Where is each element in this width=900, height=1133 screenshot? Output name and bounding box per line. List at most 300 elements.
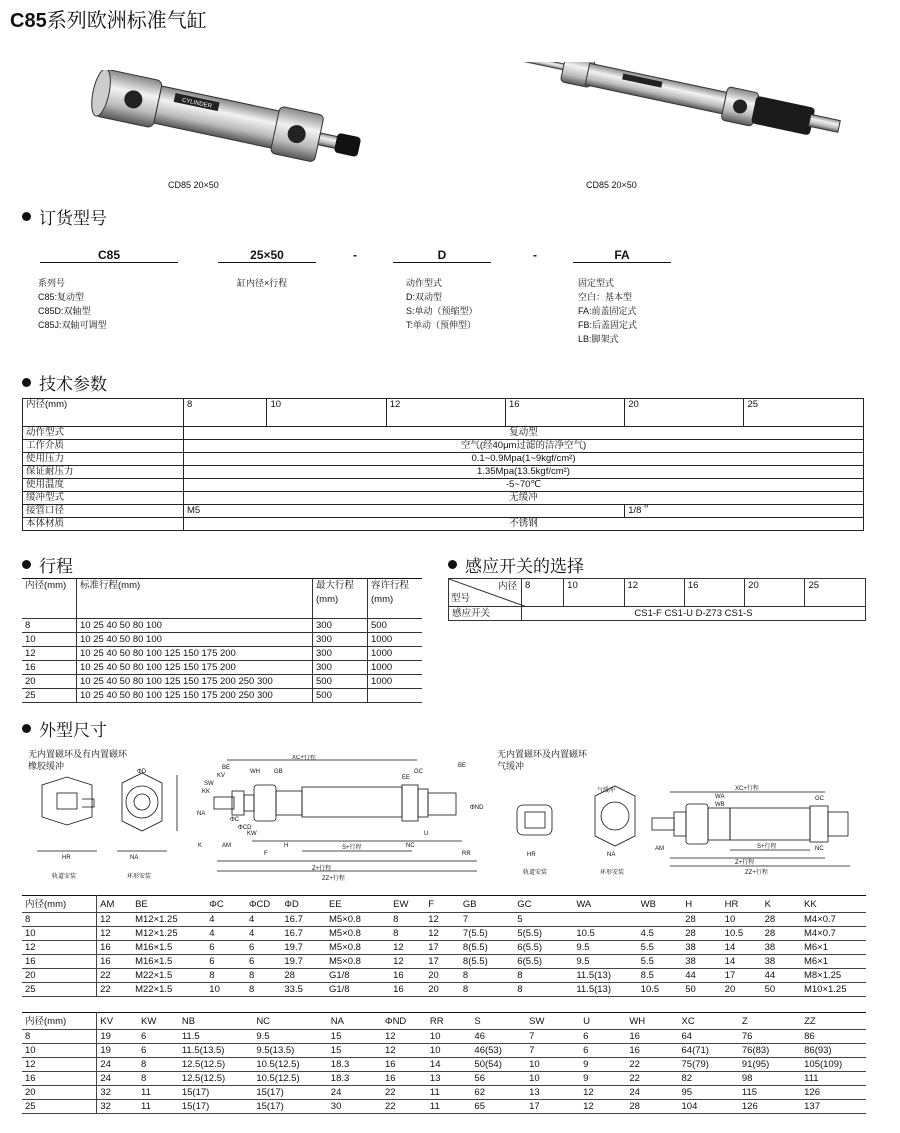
svg-text:K: K <box>198 843 203 849</box>
table-cell: 86 <box>801 1030 866 1044</box>
table-cell: 8 <box>138 1072 179 1086</box>
svg-text:WA: WA <box>715 794 725 800</box>
column-header: AM <box>97 896 132 913</box>
table-cell: 28 <box>682 913 721 927</box>
page-title: C85系列欧洲标准气缸 <box>10 8 207 32</box>
svg-text:GB: GB <box>274 769 283 775</box>
column-header: ΦC <box>206 896 246 913</box>
table-row: 25 10 25 40 50 80 100 125 150 175 200 250 300 500 <box>22 689 422 703</box>
table-cell: 8 <box>460 969 514 983</box>
dimension-drawing-right <box>505 770 870 882</box>
table-cell: 6 <box>206 941 246 955</box>
table-cell: 12 <box>390 941 425 955</box>
table-cell: 105(109) <box>801 1058 866 1072</box>
table-cell: M6×1 <box>801 941 866 955</box>
order-heading: 订货型号 <box>22 204 107 229</box>
table-cell: 8 <box>390 913 425 927</box>
table-cell: 137 <box>801 1100 866 1114</box>
table-cell: 126 <box>739 1100 801 1114</box>
table-cell: 8 <box>390 927 425 941</box>
table-cell: 15(17) <box>253 1100 327 1114</box>
table-cell: 38 <box>682 941 721 955</box>
table-cell: 115 <box>739 1086 801 1100</box>
table-cell: 10 <box>22 927 97 941</box>
bore-desc: 缸内径×行程 <box>237 278 288 288</box>
table-cell: 8 <box>246 983 281 997</box>
table-cell: 4.5 <box>638 927 683 941</box>
table-cell: 95 <box>679 1086 739 1100</box>
table-cell: 12 <box>97 927 132 941</box>
table-cell: 8 <box>22 913 97 927</box>
table-cell: 16 <box>390 969 425 983</box>
table-cell: 18.3 <box>328 1072 382 1086</box>
svg-text:S+行程: S+行程 <box>757 844 777 850</box>
table-cell: 28 <box>762 927 801 941</box>
table-cell: 64 <box>679 1030 739 1044</box>
table-cell: 16 <box>22 1072 97 1086</box>
table-cell: 15 <box>328 1030 382 1044</box>
table-cell: 4 <box>206 913 246 927</box>
column-header: ΦD <box>281 896 326 913</box>
table-row <box>22 1030 866 1044</box>
table-cell: 13 <box>427 1072 472 1086</box>
table-cell: M5×0.8 <box>326 913 390 927</box>
table-header-row <box>22 1013 866 1030</box>
svg-text:气缓冲: 气缓冲 <box>597 788 616 794</box>
svg-text:KK: KK <box>202 789 211 795</box>
code-dash-2: - <box>533 248 537 262</box>
column-header: GB <box>460 896 514 913</box>
table-cell: 44 <box>762 969 801 983</box>
svg-text:AM: AM <box>222 843 231 849</box>
table-cell: 16 <box>22 955 97 969</box>
table-cell: 20 <box>22 969 97 983</box>
table-cell: 17 <box>722 969 762 983</box>
table-row <box>22 955 866 969</box>
table-cell: 5(5.5) <box>514 927 573 941</box>
table-cell: 7(5.5) <box>460 927 514 941</box>
table-cell: 25 <box>22 983 97 997</box>
svg-text:WH: WH <box>250 769 260 775</box>
table-cell: 9 <box>580 1058 626 1072</box>
table-cell: 7 <box>526 1044 580 1058</box>
svg-text:KV: KV <box>217 773 226 779</box>
table-cell: 4 <box>206 927 246 941</box>
svg-text:ZZ+行程: ZZ+行程 <box>745 870 768 876</box>
table-cell: 12 <box>22 1058 97 1072</box>
table-cell: 12.5(12.5) <box>179 1058 253 1072</box>
svg-text:BE: BE <box>458 763 467 769</box>
table-cell: 12 <box>382 1030 427 1044</box>
table-cell: 19 <box>97 1044 138 1058</box>
table-cell: 16.7 <box>281 913 326 927</box>
table-cell: 50(54) <box>471 1058 526 1072</box>
table-cell: 10.5(12.5) <box>253 1072 327 1086</box>
table-cell: 24 <box>97 1072 138 1086</box>
table-cell: 8 <box>206 969 246 983</box>
table-cell: 8(5.5) <box>460 955 514 969</box>
svg-text:HR: HR <box>527 852 536 858</box>
table-cell: 8 <box>138 1058 179 1072</box>
table-cell: 8 <box>514 969 573 983</box>
svg-text:WB: WB <box>715 802 725 808</box>
table-cell: M5×0.8 <box>326 927 390 941</box>
table-cell: 76(83) <box>739 1044 801 1058</box>
column-header: KV <box>97 1013 138 1030</box>
table-cell: 16 <box>97 955 132 969</box>
table-cell: 10 <box>206 983 246 997</box>
svg-text:NA: NA <box>130 855 139 861</box>
table-cell: 13 <box>526 1086 580 1100</box>
table-cell: 8 <box>460 983 514 997</box>
table-cell: 15 <box>328 1044 382 1058</box>
table-cell: M16×1.5 <box>132 941 206 955</box>
svg-text:S+行程: S+行程 <box>342 845 362 851</box>
table-cell: 8 <box>246 969 281 983</box>
table-cell: 17 <box>425 955 460 969</box>
column-header: EW <box>390 896 425 913</box>
svg-text:U: U <box>424 831 429 837</box>
column-header: H <box>682 896 721 913</box>
table-row <box>22 969 866 983</box>
table-cell: 22 <box>97 969 132 983</box>
table-cell: 86(93) <box>801 1044 866 1058</box>
dimension-table-1 <box>22 895 866 997</box>
table-row <box>22 1086 866 1100</box>
table-cell: 15(17) <box>179 1086 253 1100</box>
table-cell: 56 <box>471 1072 526 1086</box>
table-cell: 12 <box>97 913 132 927</box>
dimension-drawing-left <box>22 755 497 885</box>
table-cell: 46 <box>471 1030 526 1044</box>
column-header: ΦND <box>382 1013 427 1030</box>
table-cell: M5×0.8 <box>326 955 390 969</box>
table-cell: 16 <box>382 1058 427 1072</box>
table-cell: 22 <box>626 1058 678 1072</box>
table-cell: 6(5.5) <box>514 955 573 969</box>
table-cell: 15(17) <box>253 1086 327 1100</box>
sensor-diag-cell: 内径 型号 <box>449 579 522 607</box>
table-row <box>22 1058 866 1072</box>
svg-text:GC: GC <box>815 796 824 802</box>
table-cell: 91(95) <box>739 1058 801 1072</box>
table-cell: 76 <box>739 1030 801 1044</box>
table-cell: 16 <box>390 983 425 997</box>
table-cell: 11.5(13) <box>573 969 637 983</box>
table-cell: 8(5.5) <box>460 941 514 955</box>
svg-text:GC: GC <box>414 769 423 775</box>
table-cell: 14 <box>722 941 762 955</box>
table-cell: 126 <box>801 1086 866 1100</box>
table-header-row <box>22 896 866 913</box>
stroke-table: 内径(mm) 标准行程(mm) 最大行程 (mm) 容许行程 (mm) 8 10 25 40 50 80 100 300 500 10 10 25 40 50 80 100 300 1000 12 10 25 40 50 80 100 125 150 175 200 300 1000 16 10 25 40 50 80 100 125 150 175 200 300 1000 20 10 25 40 50 80 100 125 150 175 200 250 300 500 1000 25 10 25 40 50 80 100 125 150 175 200 250 300 500 <box>22 578 422 703</box>
svg-text:ΦC: ΦC <box>230 817 240 823</box>
column-header: WA <box>573 896 637 913</box>
table-cell: 82 <box>679 1072 739 1086</box>
table-cell: 28 <box>762 913 801 927</box>
table-cell: 9.5 <box>253 1030 327 1044</box>
table-cell: 6 <box>206 955 246 969</box>
svg-text:XC+行程: XC+行程 <box>735 786 759 792</box>
table-cell: 11.5 <box>179 1030 253 1044</box>
table-row <box>22 983 866 997</box>
bullet-icon <box>22 560 31 569</box>
table-cell: 50 <box>762 983 801 997</box>
dims-heading: 外型尺寸 <box>22 716 107 741</box>
table-cell: 65 <box>471 1100 526 1114</box>
column-header: S <box>471 1013 526 1030</box>
table-cell: 19.7 <box>281 941 326 955</box>
svg-text:环形安装: 环形安装 <box>600 870 625 876</box>
code-mount: FA <box>573 248 671 263</box>
table-cell: 18.3 <box>328 1058 382 1072</box>
column-header: GC <box>514 896 573 913</box>
table-cell: 28 <box>626 1100 678 1114</box>
table-cell: 10 <box>427 1044 472 1058</box>
svg-text:HR: HR <box>62 855 71 861</box>
dimension-table-2 <box>22 1012 866 1114</box>
column-header: NB <box>179 1013 253 1030</box>
table-cell: 16.7 <box>281 927 326 941</box>
table-cell: 22 <box>382 1100 427 1114</box>
table-cell: 11 <box>427 1100 472 1114</box>
table-cell: 8 <box>514 983 573 997</box>
series-list: 系列号 C85:复动型 C85D:双轴型 C85J:双轴可调型 <box>38 278 107 330</box>
left-drawing-caption: 无内置磁环及有内置磁环 橡胶缓冲 <box>28 749 128 771</box>
table-cell: 10 <box>526 1072 580 1086</box>
table-cell: 16 <box>382 1072 427 1086</box>
svg-text:XC+行程: XC+行程 <box>292 755 316 761</box>
table-cell: 15(17) <box>179 1100 253 1114</box>
svg-text:F: F <box>264 851 268 857</box>
table-row: 8 10 25 40 50 80 100 300 500 <box>22 619 422 633</box>
column-header: ZZ <box>801 1013 866 1030</box>
table-cell: M16×1.5 <box>132 955 206 969</box>
table-cell: 11 <box>138 1086 179 1100</box>
table-cell: 4 <box>246 927 281 941</box>
table-cell: 12 <box>580 1100 626 1114</box>
table-cell: 38 <box>762 955 801 969</box>
svg-text:ZZ+行程: ZZ+行程 <box>322 876 345 882</box>
table-cell: 12 <box>580 1086 626 1100</box>
table-cell: 11 <box>427 1086 472 1100</box>
table-cell: 10 <box>722 913 762 927</box>
bullet-icon <box>22 724 31 733</box>
svg-text:H: H <box>284 843 289 849</box>
table-cell: G1/8 <box>326 969 390 983</box>
table-cell: 20 <box>425 983 460 997</box>
code-series: C85 <box>40 248 178 263</box>
tech-heading: 技术参数 <box>22 370 107 395</box>
table-cell: 12 <box>382 1044 427 1058</box>
table-cell: 20 <box>425 969 460 983</box>
column-header: KW <box>138 1013 179 1030</box>
table-cell: M5×0.8 <box>326 941 390 955</box>
table-cell: 64(71) <box>679 1044 739 1058</box>
table-cell: 24 <box>97 1058 138 1072</box>
table-row <box>22 1044 866 1058</box>
table-cell: M4×0.7 <box>801 927 866 941</box>
table-cell: 25 <box>22 1100 97 1114</box>
table-cell: M22×1.5 <box>132 969 206 983</box>
table-row: 10 10 25 40 50 80 100 300 1000 <box>22 633 422 647</box>
photo-2-caption: CD85 20×50 <box>586 180 637 190</box>
table-cell: 24 <box>626 1086 678 1100</box>
svg-text:KW: KW <box>247 831 257 837</box>
table-cell: M4×0.7 <box>801 913 866 927</box>
table-cell: 6 <box>580 1044 626 1058</box>
table-cell: 6 <box>580 1030 626 1044</box>
column-header: KK <box>801 896 866 913</box>
stroke-heading: 行程 <box>22 552 73 577</box>
table-cell: 30 <box>328 1100 382 1114</box>
table-cell: 16 <box>626 1044 678 1058</box>
table-cell: 16 <box>626 1030 678 1044</box>
table-cell: 33.5 <box>281 983 326 997</box>
svg-text:轨道安装: 轨道安装 <box>52 874 77 880</box>
column-header: WH <box>626 1013 678 1030</box>
table-cell <box>638 913 683 927</box>
table-cell: 9.5(13.5) <box>253 1044 327 1058</box>
table-cell: 8 <box>22 1030 97 1044</box>
table-cell: 20 <box>22 1086 97 1100</box>
column-header: XC <box>679 1013 739 1030</box>
svg-text:NC: NC <box>815 846 824 852</box>
code-action: D <box>393 248 491 263</box>
svg-text:Z+行程: Z+行程 <box>735 860 755 866</box>
table-row: 12 10 25 40 50 80 100 125 150 175 200 300 1000 <box>22 647 422 661</box>
code-bore: 25×50 <box>218 248 316 263</box>
table-cell: 22 <box>97 983 132 997</box>
table-row <box>22 941 866 955</box>
table-cell: 98 <box>739 1072 801 1086</box>
table-cell: 22 <box>382 1086 427 1100</box>
table-row <box>22 927 866 941</box>
column-header: Z <box>739 1013 801 1030</box>
table-cell: 10 <box>526 1058 580 1072</box>
sensor-table: 内径 型号 8 10 12 16 20 25 感应开关 CS1-F CS1-U D-Z73 CS1-S <box>448 578 866 621</box>
table-cell: 28 <box>682 927 721 941</box>
svg-text:NA: NA <box>197 811 206 817</box>
table-cell: 32 <box>97 1100 138 1114</box>
table-cell: 12 <box>425 913 460 927</box>
table-cell: 10.5(12.5) <box>253 1058 327 1072</box>
table-cell: M8×1.25 <box>801 969 866 983</box>
table-cell: 16 <box>97 941 132 955</box>
table-cell: 111 <box>801 1072 866 1086</box>
svg-text:BE: BE <box>222 765 231 771</box>
table-cell: 5.5 <box>638 955 683 969</box>
right-drawing-caption: 无内置磁环及内置磁环 气缓冲 <box>497 749 588 771</box>
table-cell: 9.5 <box>573 955 637 969</box>
table-cell: 10.5 <box>722 927 762 941</box>
column-header: WB <box>638 896 683 913</box>
code-dash-1: - <box>353 248 357 262</box>
table-cell: 6 <box>246 941 281 955</box>
table-cell: 17 <box>425 941 460 955</box>
table-cell: 12 <box>22 941 97 955</box>
table-cell: M12×1.25 <box>132 913 206 927</box>
table-row <box>22 1100 866 1114</box>
column-header: NA <box>328 1013 382 1030</box>
table-cell: 38 <box>682 955 721 969</box>
column-header: 内径(mm) <box>22 896 97 913</box>
column-header: NC <box>253 1013 327 1030</box>
table-cell <box>573 913 637 927</box>
table-row: 20 10 25 40 50 80 100 125 150 175 200 250 300 500 1000 <box>22 675 422 689</box>
table-cell: G1/8 <box>326 983 390 997</box>
table-cell: M6×1 <box>801 955 866 969</box>
cylinder-photo-1 <box>75 70 385 180</box>
table-cell: 104 <box>679 1100 739 1114</box>
table-cell: 12 <box>425 927 460 941</box>
table-row <box>22 1072 866 1086</box>
svg-text:AM: AM <box>655 846 664 852</box>
table-cell: 7 <box>460 913 514 927</box>
table-cell: 75(79) <box>679 1058 739 1072</box>
table-cell: 22 <box>626 1072 678 1086</box>
table-cell: 14 <box>722 955 762 969</box>
bullet-icon <box>22 212 31 221</box>
svg-text:NA: NA <box>607 852 616 858</box>
table-cell: 11.5(13.5) <box>179 1044 253 1058</box>
column-header: K <box>762 896 801 913</box>
table-cell: 10.5 <box>638 983 683 997</box>
table-cell: 20 <box>722 983 762 997</box>
table-cell: 17 <box>526 1100 580 1114</box>
svg-text:NC: NC <box>406 843 415 849</box>
table-cell: 12.5(12.5) <box>179 1072 253 1086</box>
table-cell: 28 <box>281 969 326 983</box>
table-cell: 8.5 <box>638 969 683 983</box>
table-cell: 10.5 <box>573 927 637 941</box>
table-cell: 44 <box>682 969 721 983</box>
svg-text:环形安装: 环形安装 <box>127 874 152 880</box>
cylinder-photo-2 <box>455 62 855 172</box>
table-cell: 6(5.5) <box>514 941 573 955</box>
svg-text:轨道安装: 轨道安装 <box>523 870 548 876</box>
table-cell: 5.5 <box>638 941 683 955</box>
table-cell: 7 <box>526 1030 580 1044</box>
svg-text:ΦND: ΦND <box>470 805 484 811</box>
tech-table: 内径(mm) 8 10 12 16 20 25 动作型式 复动型 工作介质 空气(经40μm过滤的洁净空气) 使用压力 0.1~0.9Mpa(1~9kgf/cm²) 保证耐压力 1.35Mpa(13.5kgf/cm²) 使用温度 -5~70℃ 缓冲型式 无缓冲 接管口径 M5 1/8＂ 本体材质 不锈钢 <box>22 398 864 531</box>
table-cell: M22×1.5 <box>132 983 206 997</box>
table-cell: 10 <box>22 1044 97 1058</box>
column-header: 内径(mm) <box>22 1013 97 1030</box>
bullet-icon <box>22 378 31 387</box>
sensor-heading: 感应开关的选择 <box>448 552 584 577</box>
table-cell: 11.5(13) <box>573 983 637 997</box>
svg-text:CYLINDER: CYLINDER <box>181 97 213 110</box>
table-cell: 50 <box>682 983 721 997</box>
action-list: 动作型式 D:双动型 S:单动（预缩型） T:单动（预伸型） <box>406 278 478 330</box>
bullet-icon <box>448 560 457 569</box>
svg-text:Z+行程: Z+行程 <box>312 866 332 872</box>
table-cell: 4 <box>246 913 281 927</box>
column-header: BE <box>132 896 206 913</box>
column-header: EE <box>326 896 390 913</box>
column-header: F <box>425 896 460 913</box>
table-cell: 19.7 <box>281 955 326 969</box>
svg-text:SW: SW <box>204 781 214 787</box>
table-cell: 19 <box>97 1030 138 1044</box>
column-header: SW <box>526 1013 580 1030</box>
mount-list: 固定型式 空白：基本型 FA:前盖固定式 FB:后盖固定式 LB:脚架式 <box>578 278 638 344</box>
column-header: ΦCD <box>246 896 281 913</box>
table-cell: 9.5 <box>573 941 637 955</box>
table-cell: 6 <box>246 955 281 969</box>
table-cell: 10 <box>427 1030 472 1044</box>
